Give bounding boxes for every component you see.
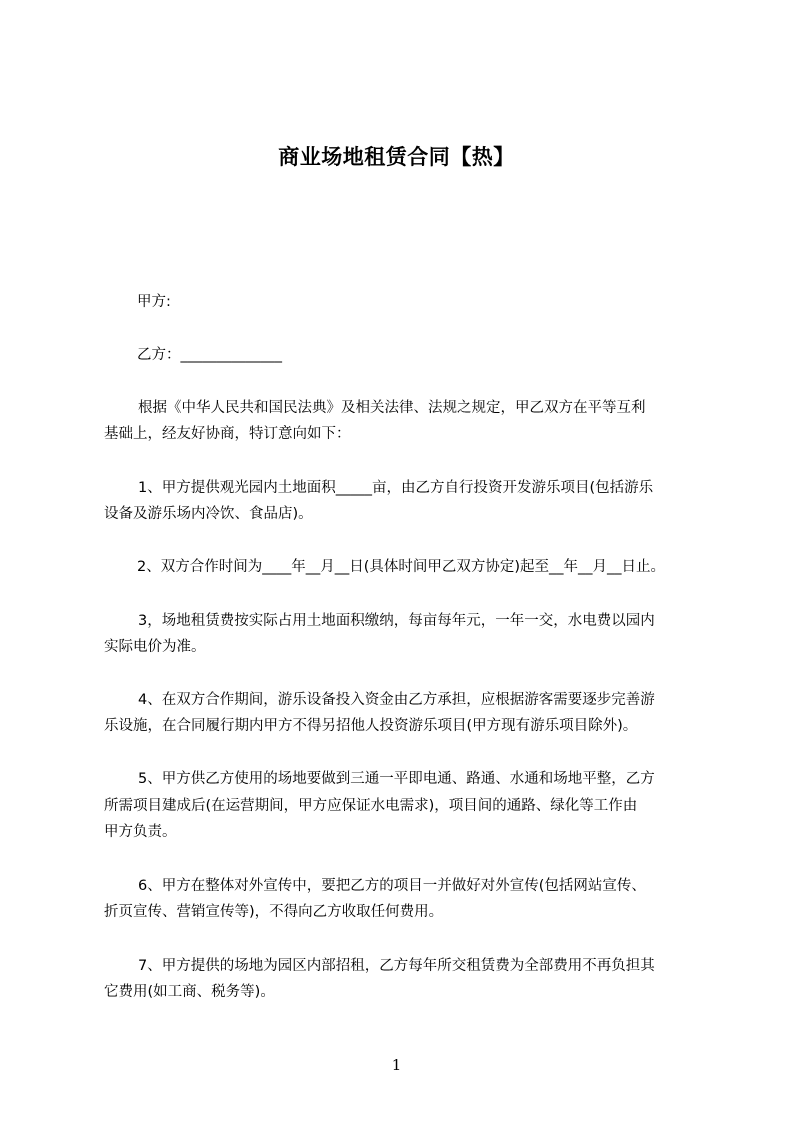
clause-5-line: 所需项目建成后(在运营期间，甲方应保证水电需求)，项目间的通路、绿化等工作由 <box>104 798 638 814</box>
clause-3-line: 实际电价为准。 <box>104 639 206 655</box>
party-b-label: 乙方：______________ <box>137 347 282 363</box>
clause-2-line: 2、双方合作时间为____年__月__日(具体时间甲乙双方协定)起至__年__月__日止。 <box>137 559 666 575</box>
clause-7-line: 它费用(如工商、税务等)。 <box>104 984 275 1000</box>
clause-7-line: 7、甲方提供的场地为园区内部招租，乙方每年所交租赁费为全部费用不再负担其 <box>138 958 655 974</box>
preamble-line: 基础上，经友好协商，特订意向如下： <box>104 426 351 442</box>
clause-4-line: 乐设施，在合同履行期内甲方不得另招他人投资游乐项目(甲方现有游乐项目除外)。 <box>104 718 638 734</box>
clause-6-line: 6、甲方在整体对外宣传中，要把乙方的项目一并做好对外宣传(包括网站宣传、 <box>138 878 646 894</box>
clause-5-line: 甲方负责。 <box>104 824 177 840</box>
clause-1-line: 1、甲方提供观光园内土地面积_____亩，由乙方自行投资开发游乐项目(包括游乐 <box>138 480 654 496</box>
party-a-label: 甲方: <box>137 294 171 310</box>
clause-6-line: 折页宣传、营销宣传等)，不得向乙方收取任何费用。 <box>104 904 444 920</box>
document-title: 商业场地租赁合同【热】 <box>278 145 515 169</box>
preamble-line: 根据《中华人民共和国民法典》及相关法律、法规之规定，甲乙双方在平等互利 <box>138 400 646 416</box>
clause-4-line: 4、在双方合作期间，游乐设备投入资金由乙方承担，应根据游客需要逐步完善游 <box>138 692 655 708</box>
page-number: 1 <box>391 1056 402 1074</box>
clause-5-line: 5、甲方供乙方使用的场地要做到三通一平即电通、路通、水通和场地平整，乙方 <box>138 771 655 787</box>
clause-1-line: 设备及游乐场内冷饮、食品店)。 <box>104 506 313 522</box>
clause-3-line: 3，场地租赁费按实际占用土地面积缴纳，每亩每年元，一年一交，水电费以园内 <box>138 613 655 629</box>
